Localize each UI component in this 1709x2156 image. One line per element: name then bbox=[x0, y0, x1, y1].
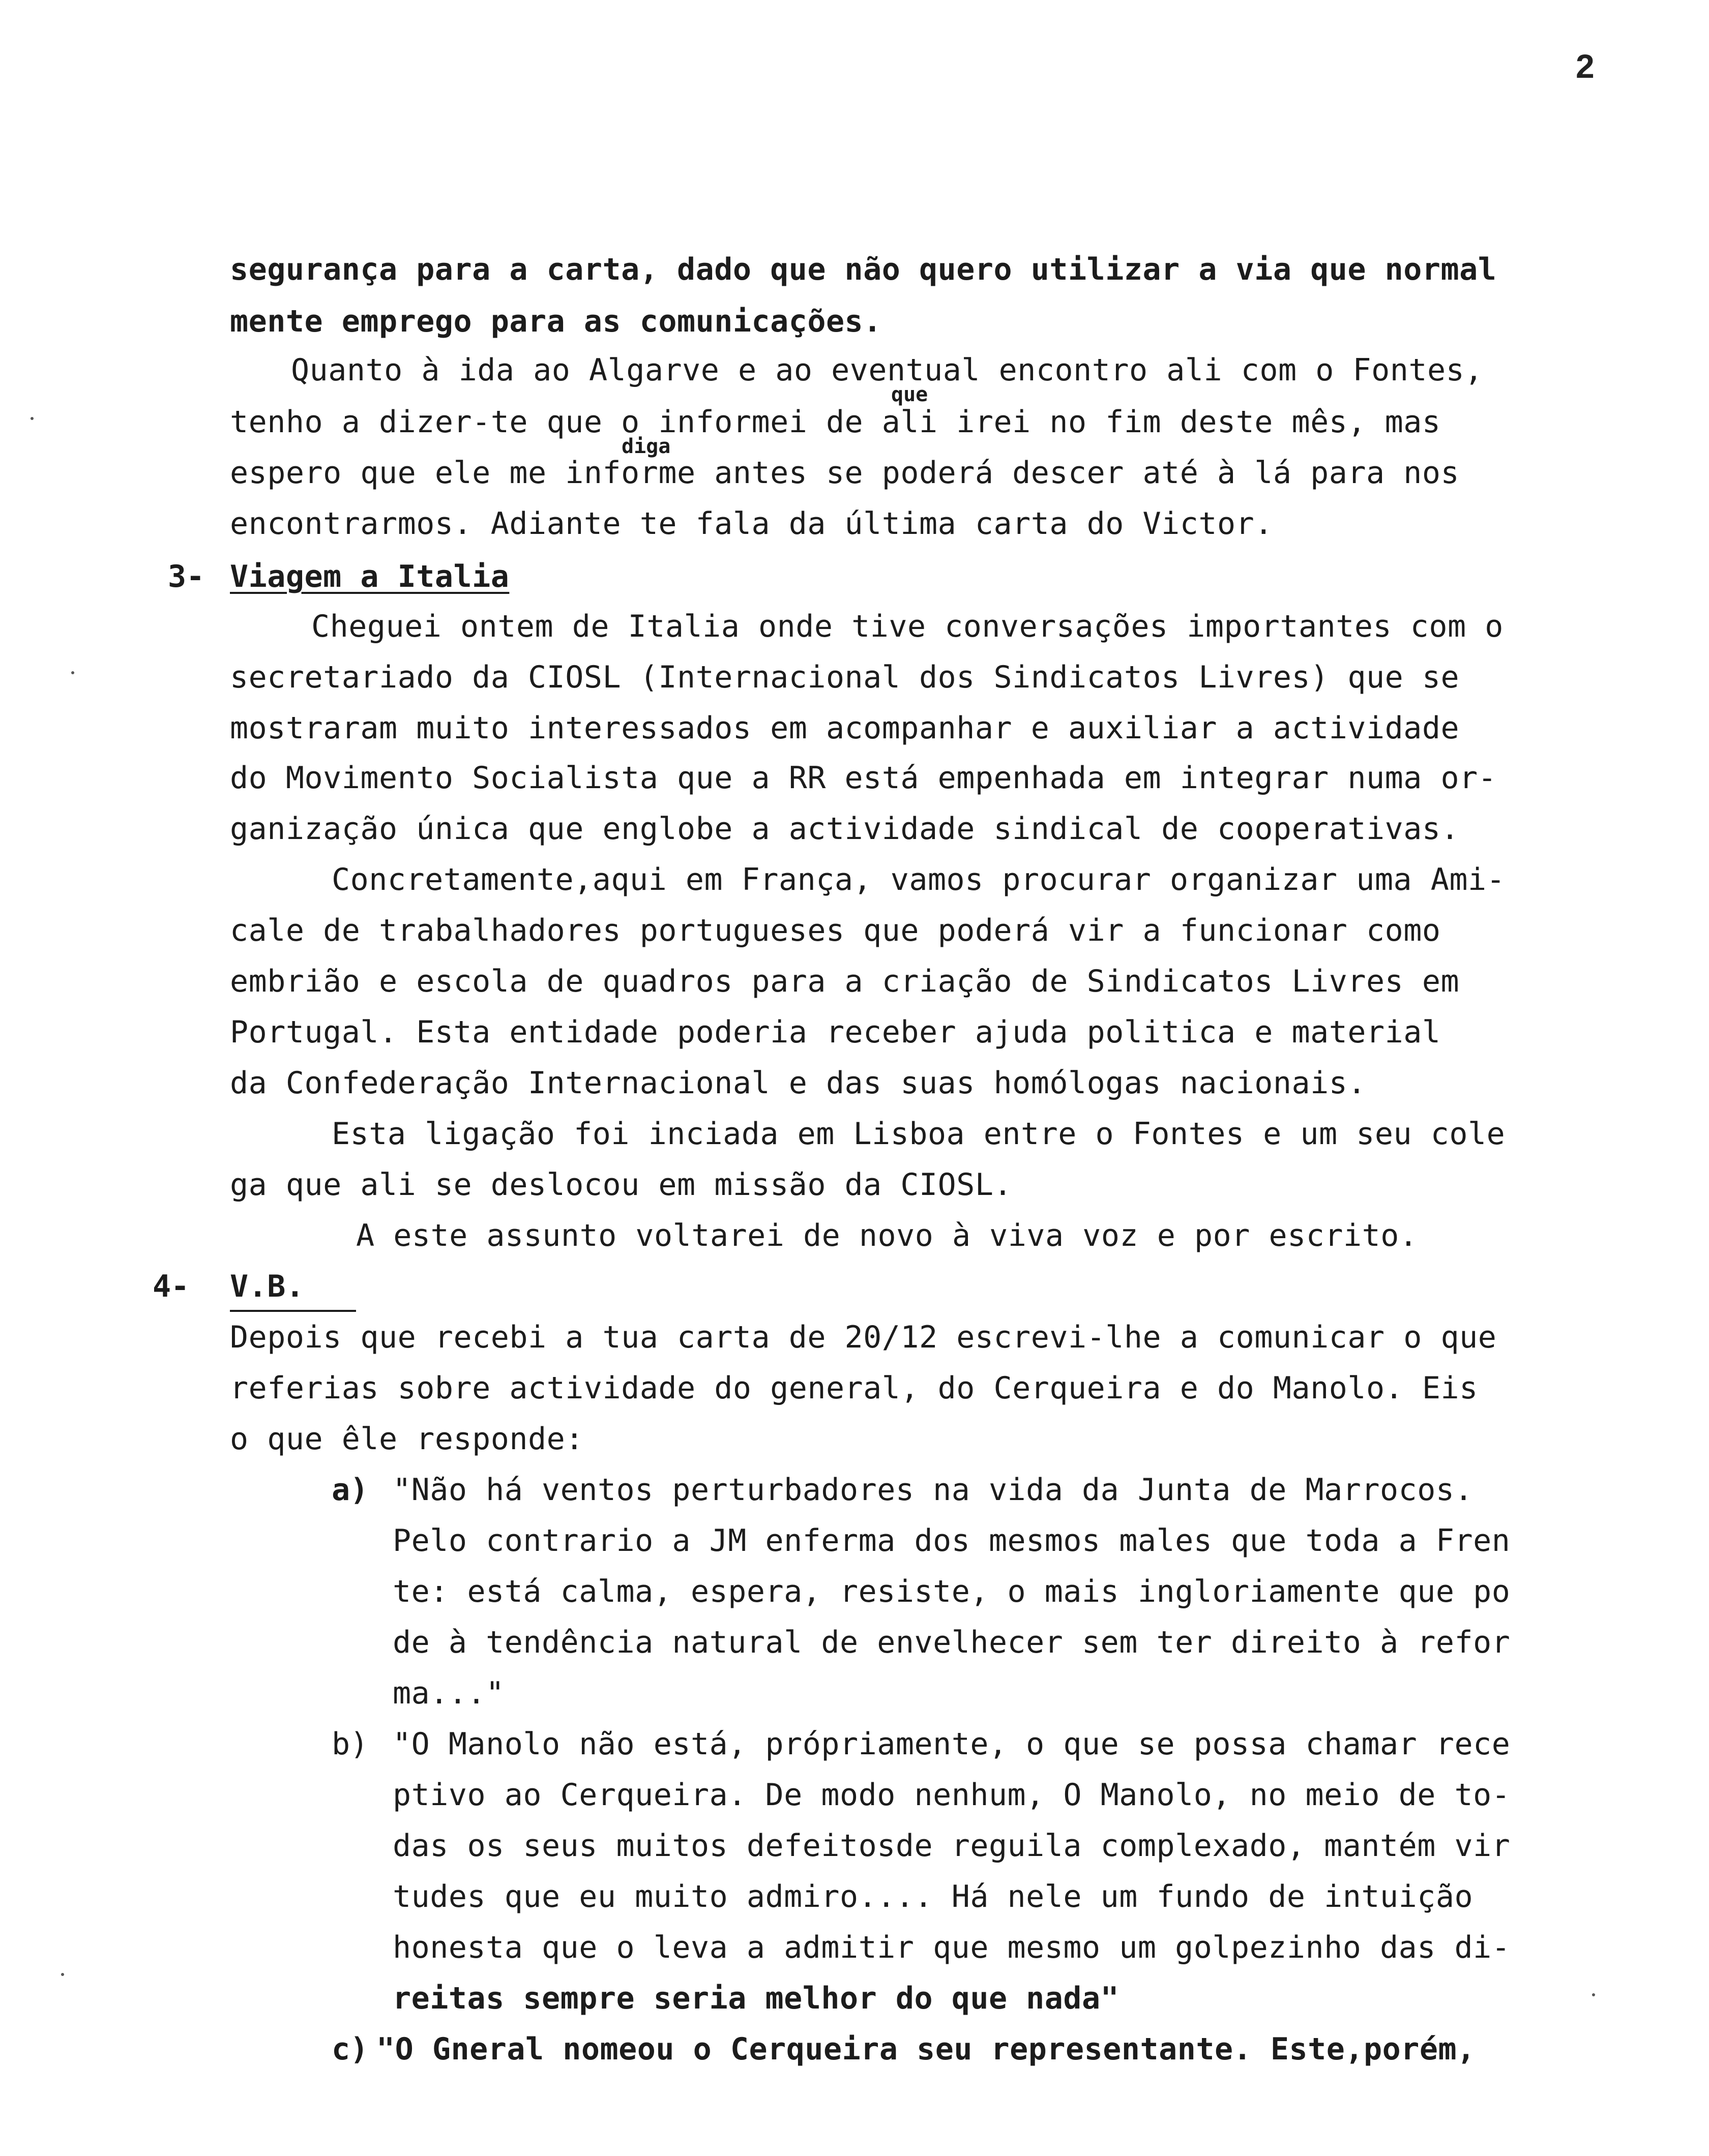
text-line: de à tendência natural de envelhecer sem ter direito à refor bbox=[393, 1625, 1511, 1660]
text-line: segurança para a carta, dado que não quero utilizar a via que normal bbox=[230, 252, 1497, 287]
text-line: cale de trabalhadores portugueses que poderá vir a funcionar como bbox=[230, 913, 1441, 948]
section-number: 3- bbox=[168, 559, 205, 594]
text-line: A este assunto voltarei de novo à viva voz e por escrito. bbox=[356, 1218, 1418, 1253]
text-line: ganização única que englobe a actividade sindical de cooperativas. bbox=[230, 811, 1460, 847]
section-heading: Viagem a Italia bbox=[230, 559, 510, 594]
text-line: reitas sempre seria melhor do que nada" bbox=[393, 1981, 1119, 2016]
section-heading: V.B. bbox=[230, 1269, 305, 1304]
text-line: Quanto à ida ao Algarve e ao eventual encontro ali com o Fontes, bbox=[291, 352, 1483, 388]
text-line: das os seus muitos defeitosde reguila complexado, mantém vir bbox=[393, 1828, 1511, 1864]
list-marker: c) bbox=[332, 2031, 369, 2067]
list-marker: a) bbox=[332, 1472, 369, 1508]
text-line: "O Manolo não está, própriamente, o que se possa chamar rece bbox=[393, 1726, 1511, 1762]
text-line: embrião e escola de quadros para a criação de Sindicatos Livres em bbox=[230, 964, 1460, 999]
text-line: tudes que eu muito admiro.... Há nele um fundo de intuição bbox=[393, 1879, 1474, 1914]
heading-underline bbox=[230, 1310, 356, 1312]
text-line: "Não há ventos perturbadores na vida da Junta de Marrocos. bbox=[393, 1472, 1474, 1508]
text-line: Concretamente,aqui em França, vamos procurar organizar uma Ami- bbox=[332, 862, 1506, 897]
list-marker: b) bbox=[332, 1726, 369, 1762]
text-line: ptivo ao Cerqueira. De modo nenhum, O Manolo, no meio de to- bbox=[393, 1777, 1511, 1813]
text-line: o que êle responde: bbox=[230, 1421, 584, 1457]
text-line: encontrarmos. Adiante te fala da última carta do Victor. bbox=[230, 506, 1273, 542]
text-line: Pelo contrario a JM enferma dos mesmos males que toda a Fren bbox=[393, 1523, 1511, 1559]
scan-speck bbox=[31, 417, 34, 420]
text-line: mente emprego para as comunicações. bbox=[230, 304, 882, 339]
text-line: espero que ele me informe antes se poderá descer até à lá para nos bbox=[230, 455, 1460, 491]
typed-correction: que bbox=[891, 383, 928, 406]
text-line: ga que ali se deslocou em missão da CIOSL. bbox=[230, 1167, 1013, 1203]
text-line: "O Gneral nomeou o Cerqueira seu representante. Este,porém, bbox=[376, 2031, 1476, 2067]
scan-speck bbox=[71, 671, 74, 674]
text-line: tenho a dizer-te que o informei de ali irei no fim deste mês, mas bbox=[230, 404, 1441, 440]
section-number: 4- bbox=[153, 1269, 190, 1304]
text-line: do Movimento Socialista que a RR está empenhada em integrar numa or- bbox=[230, 760, 1497, 796]
typed-correction: diga bbox=[622, 435, 671, 458]
text-line: honesta que o leva a admitir que mesmo um golpezinho das di- bbox=[393, 1930, 1511, 1965]
text-line: Portugal. Esta entidade poderia receber ajuda politica e material bbox=[230, 1014, 1441, 1050]
text-line: secretariado da CIOSL (Internacional dos Sindicatos Livres) que se bbox=[230, 660, 1460, 695]
page-number: 2 bbox=[1576, 47, 1595, 85]
text-line: referias sobre actividade do general, do Cerqueira e do Manolo. Eis bbox=[230, 1370, 1478, 1406]
text-line: Esta ligação foi inciada em Lisboa entre o Fontes e um seu cole bbox=[332, 1116, 1506, 1152]
text-line: Depois que recebi a tua carta de 20/12 escrevi-lhe a comunicar o que bbox=[230, 1320, 1497, 1355]
text-line: te: está calma, espera, resiste, o mais ingloriamente que po bbox=[393, 1574, 1511, 1609]
text-line: da Confederação Internacional e das suas homólogas nacionais. bbox=[230, 1065, 1367, 1101]
text-line: mostraram muito interessados em acompanhar e auxiliar a actividade bbox=[230, 710, 1460, 746]
text-line: Cheguei ontem de Italia onde tive conversações importantes com o bbox=[311, 609, 1504, 644]
text-line: ma..." bbox=[393, 1675, 505, 1711]
scan-speck bbox=[61, 1973, 64, 1976]
scan-speck bbox=[1592, 1993, 1595, 1996]
